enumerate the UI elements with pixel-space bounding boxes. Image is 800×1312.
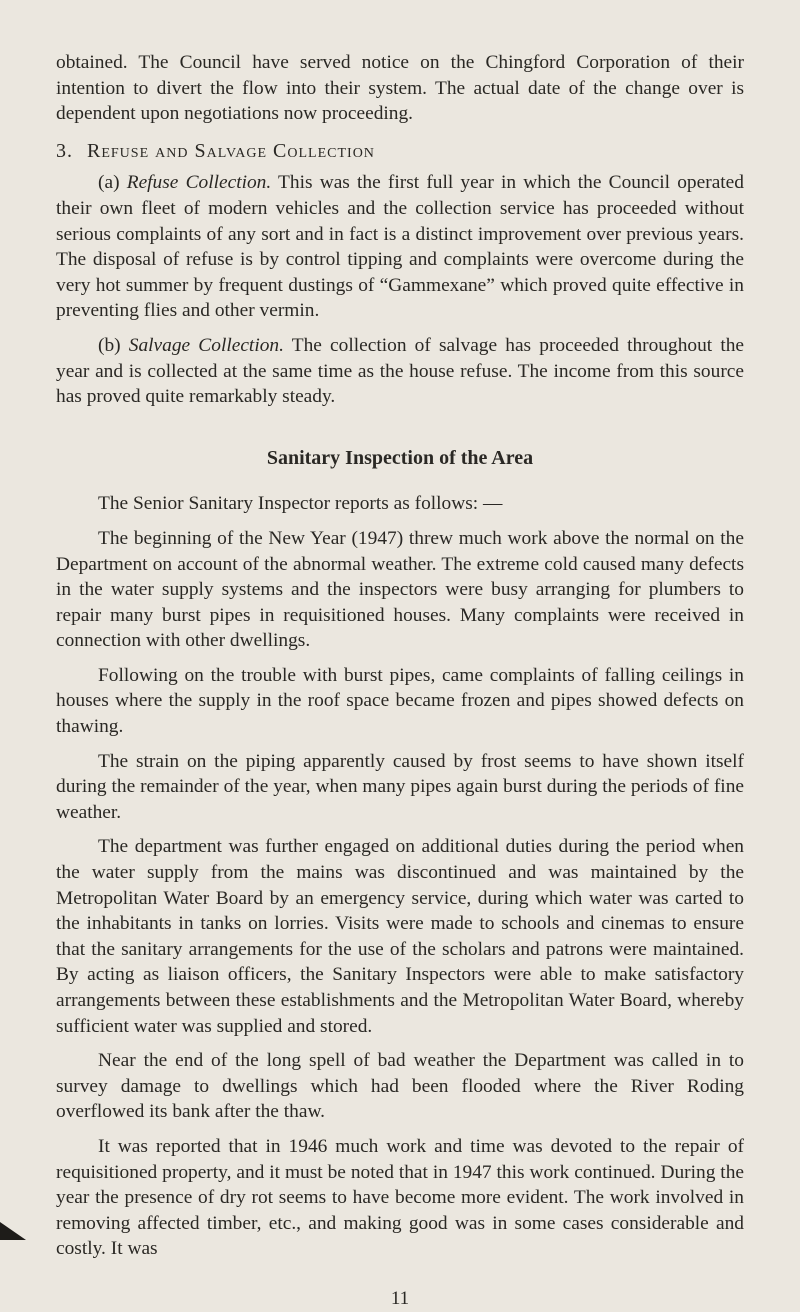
sanitary-paragraph: Following on the trouble with burst pipes, came complaints of falling ceilings in houses where the supply in the roof space became frozen and pipes showed defects on thawing. (56, 664, 744, 738)
refuse-label: (a) (98, 172, 120, 194)
refuse-text: This was the first full year in which the Council operated their own fleet of modern vehicles and the collection service has proceeded without serious complaints of any sort and in fact is a distinct improvement over previous years. The disposal of refuse is by control tipping and complaints were overcome during the very hot summer by frequent dustings of “Gammexane” which proved quite effective in preventing flies and other vermin. (56, 172, 744, 322)
salvage-label: (b) (98, 334, 121, 356)
salvage-title: Salvage Collection. (128, 334, 284, 356)
section-title: Refuse and Salvage Collection (87, 139, 375, 162)
sanitary-paragraph: The strain on the piping apparently caused by frost seems to have shown itself during the remainder of the year, when many pipes again burst during the periods of fine weather. (56, 750, 744, 823)
page-number: 11 (390, 1287, 410, 1309)
document-page (56, 50, 744, 1312)
refuse-collection-paragraph (56, 170, 744, 324)
sanitary-paragraph: It was reported that in 1946 much work and time was devoted to the repair of requisitioned property, and it must be noted that in 1947 this work continued. During the year the presence of dry rot seems to have become more evident. The work involved in removing affected timber, etc., and making good was in some cases considerable and costly. It was (56, 1135, 744, 1260)
sanitary-paragraph: The department was further engaged on additional duties during the period when the water supply from the mains was discontinued and was maintained by the Metropolitan Water Board by an emergency service, during which water was carted to the inhabitants in tanks on lorries. Visits were made to schools and cinemas to ensure that the sanitary arrangements for the use of the scholars and patrons were maintained. By acting as liaison officers, the Sanitary Inspectors were able to make satisfactory arrangements between these establishments and the Metropolitan Water Board, whereby sufficient water was supplied and stored. (56, 836, 744, 1037)
section-number: 3. (56, 139, 73, 162)
salvage-collection-paragraph (56, 333, 744, 410)
sanitary-heading: Sanitary Inspection of the Area (266, 446, 534, 469)
refuse-title: Refuse Collection. (126, 172, 272, 194)
section-heading (56, 139, 744, 165)
sanitary-paragraph: The beginning of the New Year (1947) threw much work above the normal on the Department on account of the abnormal weather. The extreme cold caused many defects in the water supply systems and the inspectors were busy arranging for plumbers to repair many burst pipes in requisitioned houses. Many complaints were received in connection with other dwellings. (56, 527, 744, 652)
salvage-text: The collection of salvage has proceeded throughout the year and is collected at the same time as the house refuse. The income from this source has proved quite remarkably steady. (56, 334, 745, 408)
sanitary-lead: The Senior Sanitary Inspector reports as follows: — (98, 493, 503, 515)
sanitary-paragraph: Near the end of the long spell of bad weather the Department was called in to survey damage to dwellings which had been flooded where the River Roding overflowed its bank after the thaw. (56, 1050, 744, 1123)
corner-mark (0, 1222, 26, 1240)
intro-paragraph: obtained. The Council have served notice on the Chingford Corporation of their intention to divert the flow into their system. The actual date of the change over is dependent upon negotiations now proceeding. (56, 52, 744, 125)
